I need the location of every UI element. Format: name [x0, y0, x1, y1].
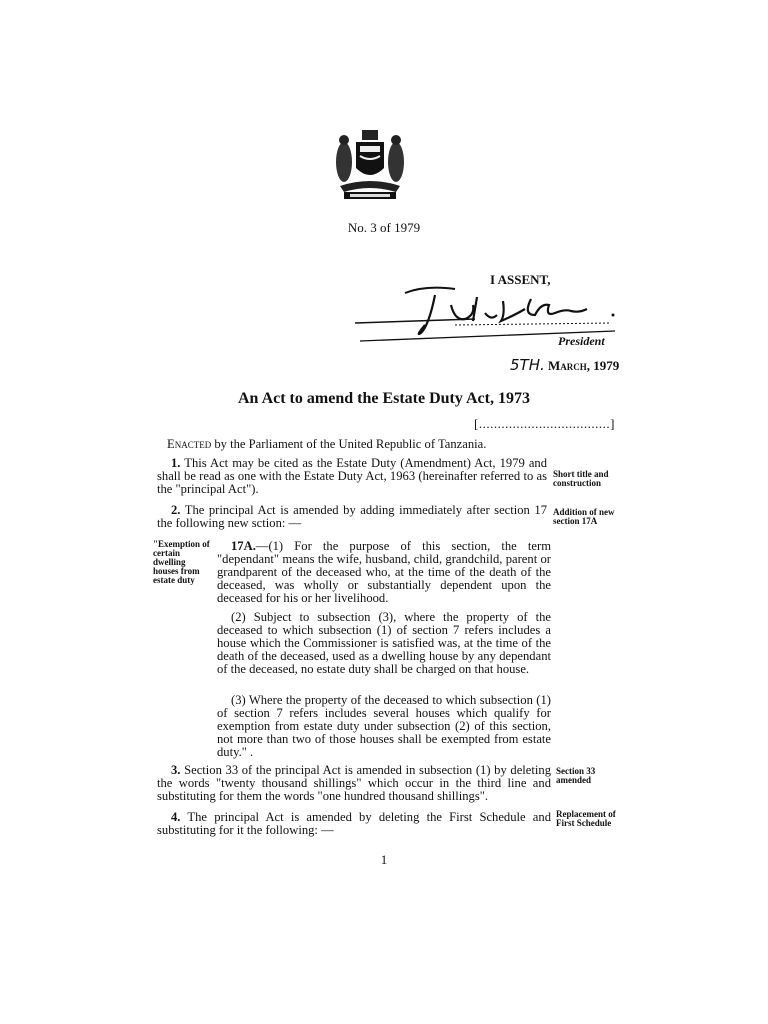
section-1: [157, 457, 547, 496]
act-title: An Act to amend the Estate Duty Act, 1973: [238, 390, 530, 407]
date-handwritten: 5TH.: [510, 356, 545, 374]
margin-note: Replacement of First Schedule: [556, 809, 616, 828]
section-number: 3.: [171, 763, 181, 777]
section-text: Section 33 of the principal Act is amended in subsection (1) by deleting the words "twenty thousand shillings" which occur in the third line and substituting for them the words "one hundred thousand shillings".: [157, 763, 551, 803]
section-3: [157, 764, 551, 803]
margin-note: Short title and construction: [553, 469, 609, 488]
section-17a-subsection-2: (2) Subject to subsection (3), where the property of the deceased to which subsection (1) of section 7 refers includes a house which the Commissioner is satisfied was, at the time of the death of the deceased, used as a dwelling house by any dependant of the deceased, no estate duty shall be charged on that house.: [217, 610, 551, 676]
date-bracket: [...................................]: [474, 416, 615, 431]
section-text: The principal Act is amended by deleting the First Schedule and substituting for it the following: —: [157, 810, 551, 837]
section-2: [157, 504, 547, 530]
assent-label: I ASSENT,: [490, 272, 551, 287]
section-text: This Act may be cited as the Estate Duty (Amendment) Act, 1979 and shall be read as one with the Estate Duty Act, 1963 (hereinafter referred to as the "principal Act").: [157, 456, 547, 496]
assent-date: [510, 356, 619, 374]
president-label: President: [558, 334, 605, 348]
enacted-rest: by the Parliament of the United Republic of Tanzania.: [211, 437, 487, 451]
margin-note: Section 33 amended: [556, 766, 596, 785]
enacted-prefix: Enacted: [167, 437, 212, 451]
section-17a-subsection-3: (3) Where the property of the deceased to which subsection (1) of section 7 refers includes several houses which qualify for exemption from estate duty under subsection (2) of this section, not more than two of those houses shall be exempted from estate duty." .: [217, 693, 551, 759]
coat-of-arms-icon: [326, 128, 414, 206]
margin-note: Addition of new section 17A: [553, 507, 615, 526]
section-17a-subsection-1: [217, 540, 551, 605]
section-number: 1.: [171, 456, 181, 470]
section-number: 17A.: [231, 539, 256, 553]
section-4: [157, 811, 551, 837]
section-text: The principal Act is amended by adding immediately after section 17 the following new sction: —: [157, 503, 547, 530]
section-number: 4.: [171, 810, 181, 824]
margin-note: "Exemption of certain dwelling houses from estate duty: [153, 539, 210, 585]
page-number: 1: [380, 852, 388, 867]
enacting-clause: [167, 437, 607, 452]
section-number: 2.: [171, 503, 181, 517]
section-text: —(1) For the purpose of this section, the term "dependant" means the wife, husband, child, grandchild, parent or grandparent of the deceased who, at the time of the death of the deceased, was wholly or substantially dependent upon the deceased for his or her livelihood.: [217, 539, 551, 605]
act-number: No. 3 of 1979: [347, 220, 421, 235]
date-printed: March, 1979: [548, 358, 620, 373]
